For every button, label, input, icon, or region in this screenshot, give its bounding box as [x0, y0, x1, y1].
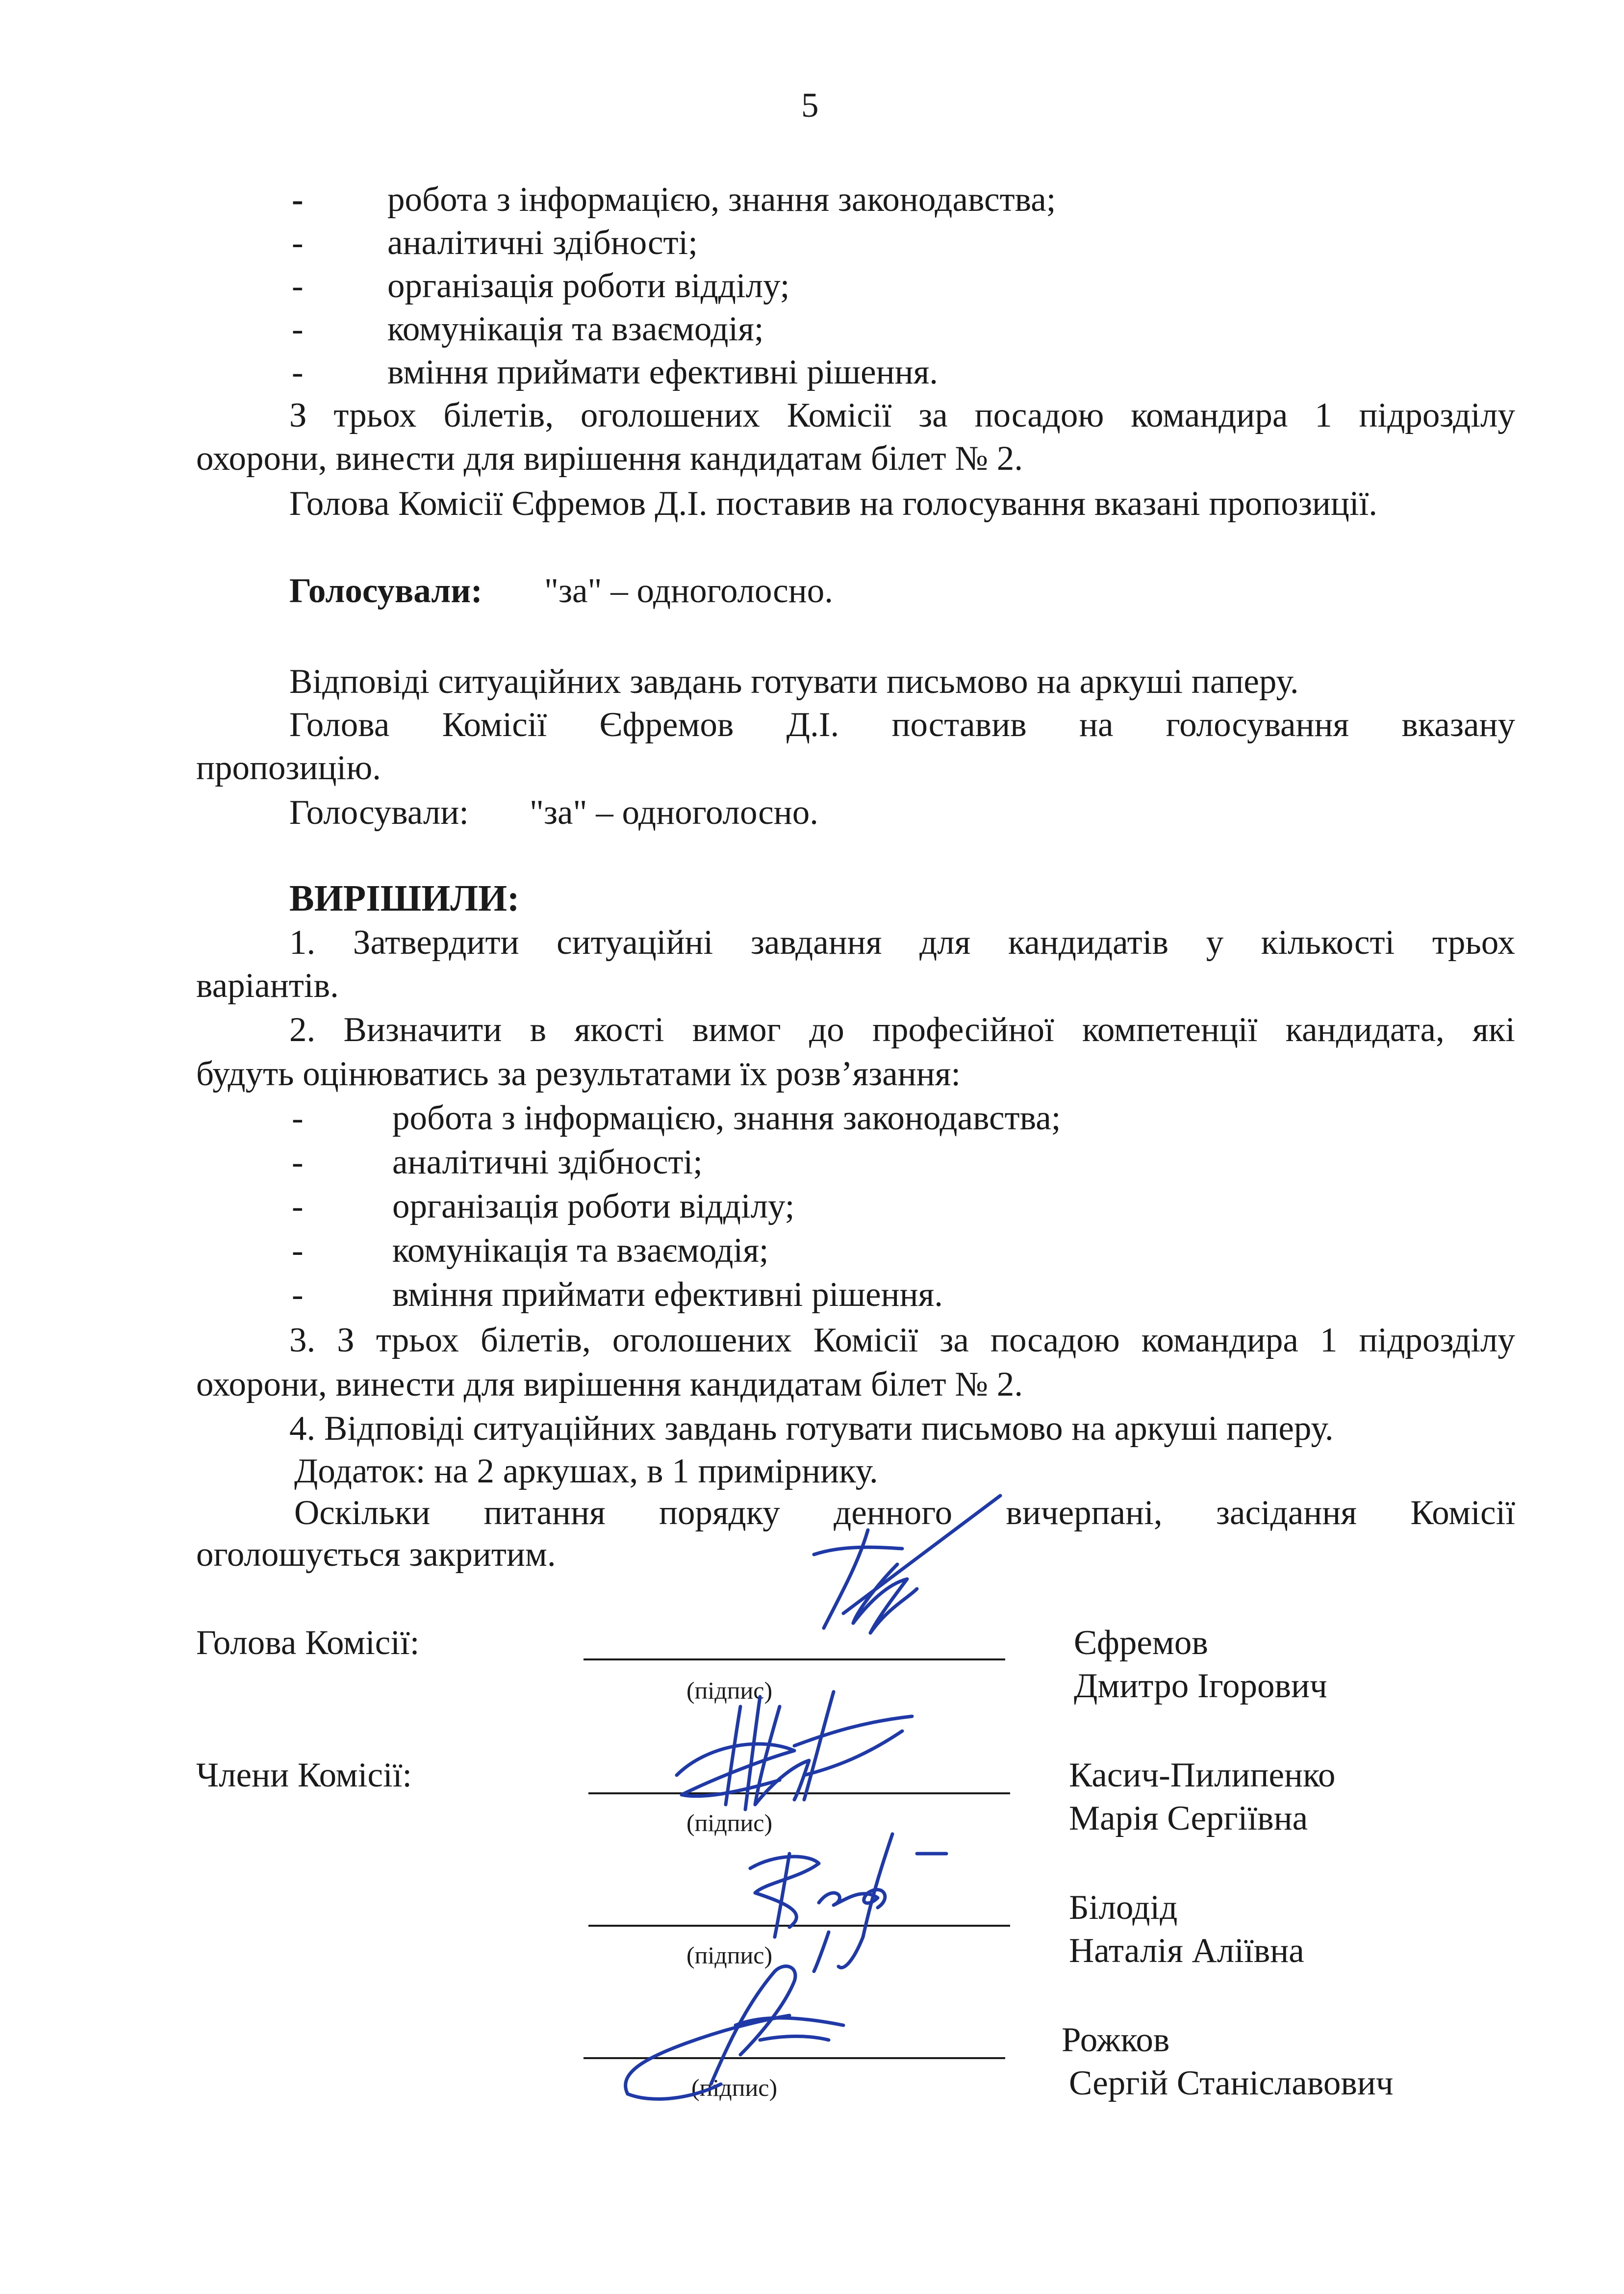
- word: З: [337, 1321, 355, 1359]
- signatory-given-names: Сергій Станіславович: [1069, 2064, 1394, 2102]
- justified-line: [289, 393, 1515, 437]
- paragraph-line: охорони, винести для вирішення кандидатам білет № 2.: [196, 1365, 1023, 1403]
- word: 1: [1315, 396, 1332, 434]
- attachment-note: Додаток: на 2 аркушах, в 1 примірнику.: [294, 1452, 878, 1490]
- word: 1: [1320, 1321, 1338, 1359]
- word: Єфремов: [599, 706, 734, 744]
- word: білетів,: [443, 396, 554, 434]
- vote-label: Голосували:: [289, 572, 482, 610]
- word: кількості: [1261, 923, 1395, 962]
- bullet-dash: -: [292, 1187, 304, 1225]
- paragraph-line: охорони, винести для вирішення кандидатам білет № 2.: [196, 439, 1023, 478]
- vote-value: "за" – одноголосно.: [544, 572, 833, 610]
- bullet-dash: -: [292, 224, 304, 262]
- word: Голова: [289, 706, 390, 744]
- signatory-given-names: Марія Сергіївна: [1069, 1799, 1308, 1837]
- handwritten-signature-member-3: [613, 1952, 868, 2114]
- word: до: [809, 1011, 844, 1049]
- word: Затвердити: [353, 923, 519, 962]
- justified-line: [289, 920, 1515, 965]
- criteria-text: комунікація та взаємодія;: [387, 310, 764, 348]
- bullet-dash: -: [292, 267, 304, 305]
- decided-heading: ВИРІШИЛИ:: [289, 878, 520, 919]
- handwritten-signature-chair: [785, 1491, 1010, 1638]
- signatory-surname: Білодід: [1069, 1888, 1178, 1927]
- word: у: [1206, 923, 1224, 962]
- handwritten-signature-member-1: [647, 1677, 922, 1824]
- criteria-text: комунікація та взаємодія;: [392, 1231, 769, 1270]
- word: оголошених: [612, 1321, 792, 1359]
- word: за: [939, 1321, 969, 1359]
- word: вимог: [692, 1011, 781, 1049]
- signatory-surname: Рожков: [1062, 2021, 1170, 2059]
- word: 3.: [289, 1321, 316, 1359]
- word: засідання: [1216, 1494, 1357, 1532]
- word: підрозділу: [1359, 1321, 1515, 1359]
- vote-label: Голосували:: [289, 793, 469, 832]
- signatory-surname: Єфремов: [1074, 1624, 1208, 1662]
- paragraph-line: оголошується закритим.: [196, 1535, 556, 1574]
- word: порядку: [659, 1494, 780, 1532]
- word: З: [289, 396, 307, 434]
- word: підрозділу: [1359, 396, 1515, 434]
- word: кандидатів: [1008, 923, 1169, 962]
- justified-line: [289, 1008, 1515, 1052]
- criteria-text: робота з інформацією, знання законодавства;: [387, 180, 1056, 219]
- word: посадою: [974, 396, 1104, 434]
- criteria-text: організація роботи відділу;: [387, 267, 790, 305]
- justified-line: [289, 703, 1515, 747]
- criteria-text: аналітичні здібності;: [392, 1143, 703, 1181]
- decision-4: 4. Відповіді ситуаційних завдань готувати письмово на аркуші паперу.: [289, 1409, 1334, 1448]
- word: вичерпані,: [1006, 1494, 1163, 1532]
- criteria-text: вміння приймати ефективні рішення.: [387, 353, 939, 391]
- word: ситуаційні: [557, 923, 713, 962]
- criteria-text: організація роботи відділу;: [392, 1187, 795, 1225]
- word: Визначити: [343, 1011, 502, 1049]
- bullet-dash: -: [292, 180, 304, 219]
- bullet-dash: -: [292, 1143, 304, 1181]
- word: Комісії: [787, 396, 892, 434]
- word: 2.: [289, 1011, 316, 1049]
- criteria-text: робота з інформацією, знання законодавства;: [392, 1099, 1061, 1137]
- bullet-dash: -: [292, 1275, 304, 1314]
- page-number: 5: [801, 86, 819, 125]
- signature-caption: (підпис): [686, 1941, 773, 1969]
- bullet-dash: -: [292, 353, 304, 391]
- word: голосування: [1166, 706, 1349, 744]
- word: оголошених: [580, 396, 760, 434]
- word: поставив: [891, 706, 1027, 744]
- word: трьох: [376, 1321, 459, 1359]
- word: для: [919, 923, 971, 962]
- bullet-dash: -: [292, 1099, 304, 1137]
- word: професійної: [872, 1011, 1054, 1049]
- criteria-text: вміння приймати ефективні рішення.: [392, 1275, 943, 1314]
- word: завдання: [750, 923, 882, 962]
- signatory-surname: Касич-Пилипенко: [1069, 1756, 1336, 1794]
- word: командира: [1141, 1321, 1298, 1359]
- word: за: [918, 396, 948, 434]
- word: компетенції: [1082, 1011, 1258, 1049]
- word: в: [530, 1011, 547, 1049]
- signatory-given-names: Наталія Аліївна: [1069, 1932, 1304, 1970]
- word: які: [1472, 1011, 1515, 1049]
- word: питання: [483, 1494, 606, 1532]
- chair-label: Голова Комісії:: [196, 1624, 420, 1662]
- signature-caption: (підпис): [691, 2074, 778, 2101]
- word: білетів,: [480, 1321, 591, 1359]
- word: кандидата,: [1285, 1011, 1445, 1049]
- signature-line: [584, 1658, 1005, 1660]
- word: на: [1079, 706, 1114, 744]
- word: 1.: [289, 923, 316, 962]
- members-label: Члени Комісії:: [196, 1756, 412, 1794]
- paragraph-line: пропозицію.: [196, 749, 381, 787]
- justified-line: [289, 1318, 1515, 1362]
- word: Оскільки: [294, 1494, 431, 1532]
- word: Д.І.: [786, 706, 839, 744]
- paragraph-line: будуть оцінюватись за результатами їх розв’язання:: [196, 1055, 961, 1093]
- word: трьох: [1432, 923, 1515, 962]
- vote-value: "за" – одноголосно.: [530, 793, 818, 832]
- paragraph-line: варіантів.: [196, 967, 339, 1005]
- paragraph-answers: Відповіді ситуаційних завдань готувати письмово на аркуші паперу.: [289, 663, 1299, 701]
- word: трьох: [333, 396, 417, 434]
- bullet-dash: -: [292, 310, 304, 348]
- signatory-given-names: Дмитро Ігорович: [1074, 1667, 1327, 1705]
- criteria-text: аналітичні здібності;: [387, 224, 698, 262]
- word: вказану: [1401, 706, 1515, 744]
- word: Комісії: [813, 1321, 918, 1359]
- word: Комісії: [442, 706, 547, 744]
- paragraph-chair-vote-1: Голова Комісії Єфремов Д.І. поставив на голосування вказані пропозиції.: [289, 484, 1378, 523]
- signature-caption: (підпис): [686, 1677, 773, 1704]
- word: Комісії: [1410, 1494, 1515, 1532]
- signature-caption: (підпис): [686, 1809, 773, 1836]
- word: командира: [1131, 396, 1288, 434]
- bullet-dash: -: [292, 1231, 304, 1270]
- word: денного: [834, 1494, 953, 1532]
- word: якості: [574, 1011, 664, 1049]
- word: посадою: [990, 1321, 1120, 1359]
